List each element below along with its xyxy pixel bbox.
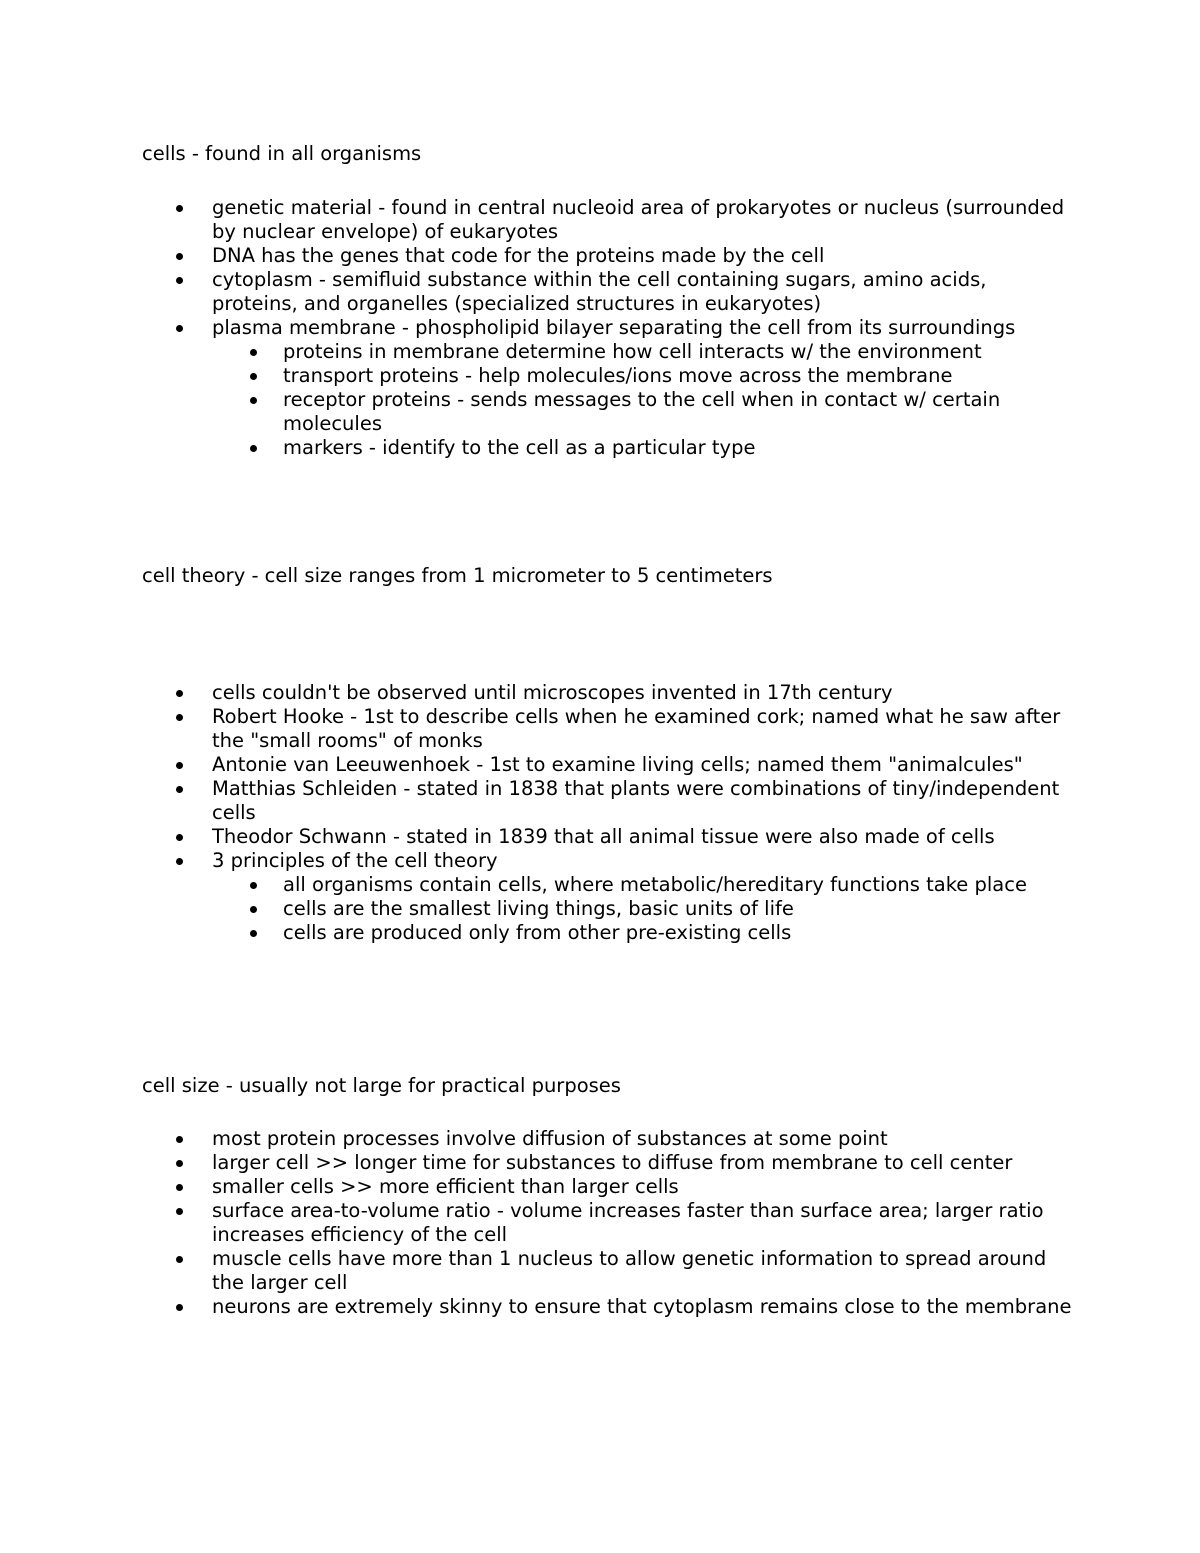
bullet-icon (176, 253, 183, 260)
list-item: genetic material - found in central nucleoid area of prokaryotes or nucleus (surrounded by nuclear envelope) of eukaryotes (0, 196, 1072, 244)
sub-list-item: cells are produced only from other pre-existing cells (0, 921, 1073, 945)
bullet-icon (176, 1184, 183, 1191)
bullet-icon (176, 762, 183, 769)
section-heading-cell-theory: cell theory - cell size ranges from 1 micrometer to 5 centimeters (142, 564, 773, 587)
bullet-icon (176, 786, 183, 793)
sub-list-item: cells are the smallest living things, basic units of life (0, 897, 1073, 921)
list-item: DNA has the genes that code for the proteins made by the cell (0, 244, 1072, 268)
list-item: Theodor Schwann - stated in 1839 that all animal tissue were also made of cells (0, 825, 1072, 849)
section-heading-cell-size: cell size - usually not large for practical purposes (142, 1074, 621, 1097)
cell-size-bullet-list (0, 1127, 1072, 1319)
bullet-icon (250, 397, 257, 404)
sub-list-item: all organisms contain cells, where metabolic/hereditary functions take place (0, 873, 1073, 897)
bullet-icon (176, 1136, 183, 1143)
bullet-icon (250, 445, 257, 452)
bullet-icon (176, 1256, 183, 1263)
bullet-icon (176, 690, 183, 697)
cell-theory-bullet-list (0, 681, 1073, 945)
list-item: cytoplasm - semifluid substance within the cell containing sugars, amino acids, proteins, and organelles (specialized structures in eukaryotes) (0, 268, 1072, 316)
list-item: neurons are extremely skinny to ensure that cytoplasm remains close to the membrane (0, 1295, 1072, 1319)
list-item: muscle cells have more than 1 nucleus to allow genetic information to spread around the larger cell (0, 1247, 1072, 1295)
list-item: 3 principles of the cell theory (0, 849, 1072, 873)
list-item: smaller cells >> more efficient than larger cells (0, 1175, 1072, 1199)
sub-list-item: transport proteins - help molecules/ions move across the membrane (0, 364, 1073, 388)
bullet-icon (250, 906, 257, 913)
bullet-icon (250, 373, 257, 380)
bullet-icon (176, 1304, 183, 1311)
list-item: Matthias Schleiden - stated in 1838 that plants were combinations of tiny/independent cells (0, 777, 1072, 825)
bullet-icon (176, 1208, 183, 1215)
bullet-icon (250, 349, 257, 356)
bullet-icon (176, 714, 183, 721)
bullet-icon (250, 882, 257, 889)
bullet-icon (250, 930, 257, 937)
bullet-icon (176, 325, 183, 332)
sub-list-item: markers - identify to the cell as a particular type (0, 436, 1073, 460)
cells-bullet-list (0, 196, 1073, 460)
list-item: Robert Hooke - 1st to describe cells when he examined cork; named what he saw after the "small rooms" of monks (0, 705, 1072, 753)
list-item: larger cell >> longer time for substances to diffuse from membrane to cell center (0, 1151, 1072, 1175)
list-item: plasma membrane - phospholipid bilayer separating the cell from its surroundings (0, 316, 1072, 340)
sub-list-item: proteins in membrane determine how cell interacts w/ the environment (0, 340, 1073, 364)
list-item: cells couldn't be observed until microscopes invented in 17th century (0, 681, 1072, 705)
sub-list-item: receptor proteins - sends messages to the cell when in contact w/ certain molecules (0, 388, 1073, 436)
list-item: surface area-to-volume ratio - volume increases faster than surface area; larger ratio increases efficiency of the cell (0, 1199, 1072, 1247)
bullet-icon (176, 834, 183, 841)
bullet-icon (176, 277, 183, 284)
list-item: Antonie van Leeuwenhoek - 1st to examine living cells; named them "animalcules" (0, 753, 1072, 777)
bullet-icon (176, 858, 183, 865)
list-item: most protein processes involve diffusion of substances at some point (0, 1127, 1072, 1151)
section-heading-cells: cells - found in all organisms (142, 142, 422, 165)
bullet-icon (176, 1160, 183, 1167)
bullet-icon (176, 205, 183, 212)
